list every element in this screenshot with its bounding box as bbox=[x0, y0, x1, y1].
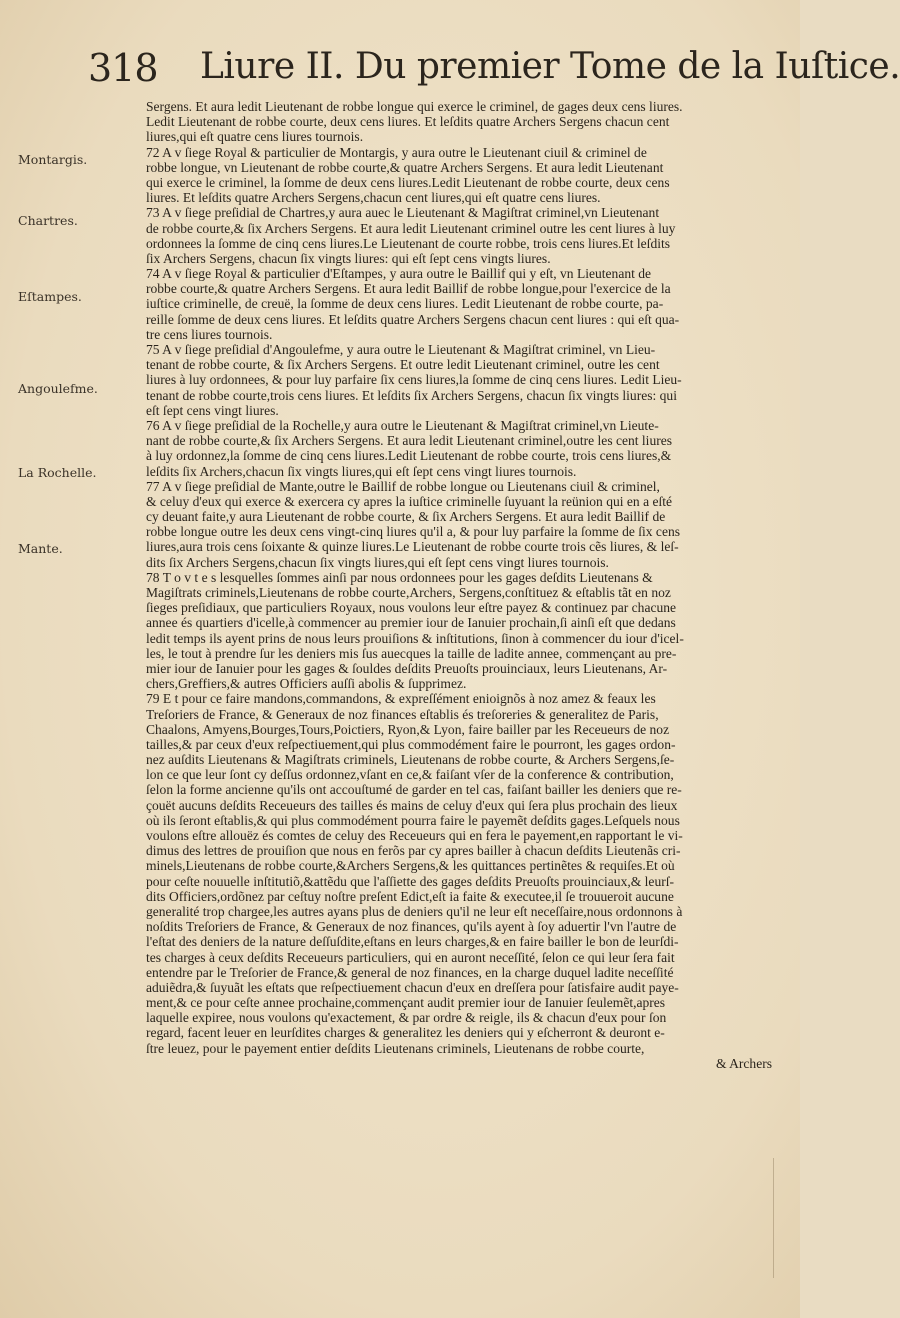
text-line: 74 A v ſiege Royal & particulier d'Eſtampes, y aura outre le Baillif qui y eſt, vn Lieutenant de bbox=[146, 266, 652, 282]
text-line: 73 A v ſiege preſidial de Chartres,y aura auec le Lieutenant & Magiſtrat criminel,vn Lieutenant bbox=[146, 205, 660, 221]
text-line: pour ceſte nouuelle inſtitutiõ,&attẽdu que l'aſſiette des gages deſdits Preuoſts prouinciaux,& leurſ- bbox=[146, 873, 675, 889]
page-edge-mark bbox=[773, 1158, 782, 1278]
text-line: Magiſtrats criminels,Lieutenans de robbe courte,Archers, Sergens,conſtituez & eſtablis tãt en noz bbox=[146, 585, 671, 600]
text-line: annee és quartiers d'icelle,à commencer au premier iour de Ianuier prochain,ſi ainſi eſt que dedans bbox=[146, 615, 676, 631]
text-line: Chaalons, Amyens,Bourges,Tours,Poictiers, Ryon,& Lyon, faire bailler par les Receueurs de noz bbox=[146, 721, 670, 737]
running-title: Liure II. Du premier Tome de la Iuſtice. bbox=[200, 46, 900, 87]
text-line: chers,Greffiers,& autres Officiers auſſi abolis & ſupprimez. bbox=[146, 676, 467, 692]
text-line: 78 T o v t e s lesquelles ſommes ainſi par nous ordonnees pour les gages deſdits Lieutenans & bbox=[146, 569, 653, 585]
text-line: robbe courte,& quatre Archers Sergens. Et aura ledit Baillif de robbe longue,pour l'exercice de la bbox=[146, 281, 671, 297]
text-line: çouët aucuns deſdits Receueurs des tailles és mains de celuy d'eux qui ſera plus prochain des lieux bbox=[146, 797, 678, 813]
text-line: regard, facent leuer en leurſdites charges & generalitez les deniers qui y eſcherront & deuront e- bbox=[146, 1025, 665, 1041]
text-line: dits Officiers,ordõnez par ceſtuy noſtre preſent Edict,eſt ia faite & executee,il ſe trouueroit aucune bbox=[146, 888, 674, 904]
text-line: Ledit Lieutenant de robbe courte, deux cens liures. Et leſdits quatre Archers Sergens chacun cent bbox=[146, 114, 670, 130]
text-line: ſieges preſidiaux, que particuliers Royaux, nous voulons leur eſtre payez & continuez par chacune bbox=[146, 600, 677, 616]
text-line: lon ce que leur ſont cy deſſus ordonnez,vſant en ce,& faiſant vſer de la conference & contribution, bbox=[146, 767, 674, 783]
text-line: 79 E t pour ce faire mandons,commandons, & expreſſément enioignõs à noz amez & feaux les bbox=[146, 691, 656, 707]
margin-note: La Rochelle. bbox=[18, 465, 97, 480]
text-line: & Archers bbox=[715, 1055, 772, 1071]
text-line: 77 A v ſiege preſidial de Mante,outre le Baillif de robbe longue ou Lieutenans ciuil & criminel, bbox=[146, 478, 660, 494]
text-line: 76 A v ſiege preſidial de la Rochelle,y aura outre le Lieutenant & Magiſtrat criminel,vn Lieute- bbox=[146, 417, 659, 433]
text-line: dimus des lettres de prouiſion que nous en ferõs par cy apres bailler à chacun deſdits Lieutenãs cri- bbox=[146, 843, 681, 859]
text-line: ſix Archers Sergens, chacun ſix vingts liures: qui eſt ſept cens vingts liures. bbox=[146, 250, 551, 266]
text-line: entendre par le Treſorier de France,& general de noz finances, en la charge duquel ladite neceſſité bbox=[146, 964, 674, 980]
text-line: aduiẽdra,& ſuyuãt les eſtats que reſpectiuement chacun d'eux en dreſſera pour ſatisfaire audit paye- bbox=[146, 979, 679, 995]
text-line: 75 A v ſiege preſidial d'Angoulefme, y aura outre le Lieutenant & Magiſtrat criminel, vn Lieu- bbox=[146, 342, 656, 357]
text-line: laquelle expiree, nous voulons qu'exactement, & par ordre & reigle, ils & chacun d'eux pour ſon bbox=[146, 1010, 667, 1026]
text-line: tailles,& par ceux d'eux reſpectiuement,qui plus commodément faire le pourront, les gages ordon- bbox=[146, 736, 676, 752]
text-line: tes charges à ceux deſdits Receueurs particuliers, qui en auront neceſſité, ſelon ce qui leur ſera fait bbox=[146, 949, 675, 965]
text-line: mier iour de Ianuier pour les gages & ſouldes deſdits Preuoſts prouinciaux, leurs Lieutenans, Ar- bbox=[146, 660, 668, 676]
text-line: liures. Et leſdits quatre Archers Sergens,chacun cent liures,qui eſt quatre cens liures. bbox=[146, 190, 601, 206]
text-line: eſt ſept cens vingt liures. bbox=[146, 402, 279, 418]
margin-note: Mante. bbox=[18, 541, 63, 556]
text-line: minels,Lieutenans de robbe courte,&Archers Sergens,& les quittances pertinẽtes & requiſes.Et où bbox=[146, 858, 675, 874]
margin-note: Montargis. bbox=[18, 152, 88, 167]
text-line: nez auſdits Lieutenans & Magiſtrats criminels, Lieutenans de robbe courte, & Archers Sergens,ſe- bbox=[146, 752, 675, 768]
text-line: à luy ordonnez,la ſomme de cinq cens liures.Ledit Lieutenant de robbe courte, trois cens liures,& bbox=[146, 448, 672, 464]
page-header bbox=[0, 40, 900, 100]
text-line: tenant de robbe courte,trois cens liures. Et leſdits ſix Archers Sergens, chacun ſix vingts liures: qui bbox=[146, 387, 677, 403]
text-line: où ils ſeront eſtablis,& qui plus commodément pourra faire le payemẽt deſdits gages.Leſquels nous bbox=[146, 812, 680, 828]
text-line: Treſoriers de France, & Generaux de noz finances eſtablis és treſoreries & generalitez de Paris, bbox=[146, 706, 659, 722]
text-line: leſdits ſix Archers,chacun ſix vingts liures,qui eſt ſept cens vingt liures tournois. bbox=[146, 463, 577, 479]
text-line: ledit temps ils ayent prins de nous leurs prouiſions & inſtitutions, ſinon à commencer du iour d'icel- bbox=[146, 630, 684, 646]
page-number: 318 bbox=[88, 46, 158, 90]
margin-note: Angoulefme. bbox=[18, 381, 98, 396]
text-line: & celuy d'eux qui exerce & exercera cy apres la iuſtice criminelle ſuyuant la reünion qui en a eſté bbox=[146, 493, 673, 509]
text-line: nant de robbe courte,& ſix Archers Sergens. Et aura ledit Lieutenant criminel,outre les cent liures bbox=[146, 433, 673, 449]
text-line: ordonnees la ſomme de cinq cens liures.Le Lieutenant de courte robbe, trois cens liures.Et leſdits bbox=[146, 235, 671, 251]
text-line: dits ſix Archers Sergens,chacun ſix vingts liures,qui eſt ſept cens vingt liures tournois. bbox=[146, 554, 609, 570]
text-line: liures,aura trois cens ſoixante & quinze liures.Le Lieutenant de robbe courte trois cẽs liures, & leſ- bbox=[146, 539, 679, 555]
text-line: ment,& ce pour ceſte annee prochaine,commençant audit premier iour de Ianuier ſeulemẽt,apres bbox=[146, 995, 666, 1011]
text-line: ſtre leuez, pour le payement entier deſdits Lieutenans criminels, Lieutenans de robbe courte, bbox=[146, 1040, 645, 1056]
text-line: l'eſtat des deniers de la nature deſſuſdite,eſtans en leurs charges,& en faire bailler le bon de leurſdi- bbox=[146, 934, 679, 950]
text-line: liures à luy ordonnees, & pour luy parfaire ſix cens liures,la ſomme de cinq cens liures. Ledit Lieu- bbox=[146, 372, 682, 388]
text-line: noſdits Treſoriers de France, & Generaux de noz finances, qu'ils ayent à ſoy aduertir l'vn l'autre de bbox=[146, 919, 677, 935]
text-line: de robbe courte,& ſix Archers Sergens. Et aura ledit Lieutenant criminel outre les cent liures à luy bbox=[146, 220, 676, 236]
text-line: les, le tout à prendre ſur les deniers mis ſus auecques la taille de ladite annee, commençant au pre- bbox=[146, 645, 677, 661]
margin-note: Chartres. bbox=[18, 213, 78, 228]
text-line: voulons eſtre allouëz és comtes de celuy des Receueurs qui en fera le payement,en rapportant le vi- bbox=[146, 828, 683, 843]
text-line: robbe longue outre les deux cens vingt-cinq liures qu'il a, & pour luy parfaire la ſomme de ſix cens bbox=[146, 524, 681, 540]
text-line: liures,qui eſt quatre cens liures tournois. bbox=[146, 129, 364, 145]
text-line: robbe longue, vn Lieutenant de robbe courte,& quatre Archers Sergens. Et aura ledit Lieutenant bbox=[146, 159, 664, 175]
text-line: qui exerce le criminel, la ſomme de deux cens liures.Ledit Lieutenant de robbe courte, deux cens bbox=[146, 174, 670, 190]
margin-note: Eſtampes. bbox=[18, 289, 82, 304]
text-line: Sergens. Et aura ledit Lieutenant de robbe longue qui exerce le criminel, de gages deux cens liures. bbox=[146, 99, 683, 114]
text-line: tre cens liures tournois. bbox=[146, 326, 273, 342]
text-line: 72 A v ſiege Royal & particulier de Montargis, y aura outre le Lieutenant ciuil & criminel de bbox=[146, 144, 647, 160]
text-line: cy deuant faite,y aura Lieutenant de robbe courte, & ſix Archers Sergens. Et aura ledit Baillif de bbox=[146, 509, 666, 525]
text-line: ſelon la forme ancienne qu'ils ont accouſtumé de garder en tel cas, faiſant bailler les deniers que re- bbox=[146, 782, 682, 798]
text-line: generalité trop chargee,les autres ayans plus de deniers qu'il ne leur eſt neceſſaire,nous ordonnons à bbox=[146, 903, 683, 919]
text-line: iuſtice criminelle, de creuë, la ſomme de deux cens liures. Ledit Lieutenant de robbe courte, pa- bbox=[146, 296, 664, 312]
body-text bbox=[146, 99, 772, 1071]
text-line: reille ſomme de deux cens liures. Et leſdits quatre Archers Sergens chacun cent liures : qui eſt qua- bbox=[146, 311, 680, 327]
text-line: tenant de robbe courte, & ſix Archers Sergens. Et outre ledit Lieutenant criminel, outre les cent bbox=[146, 357, 660, 373]
